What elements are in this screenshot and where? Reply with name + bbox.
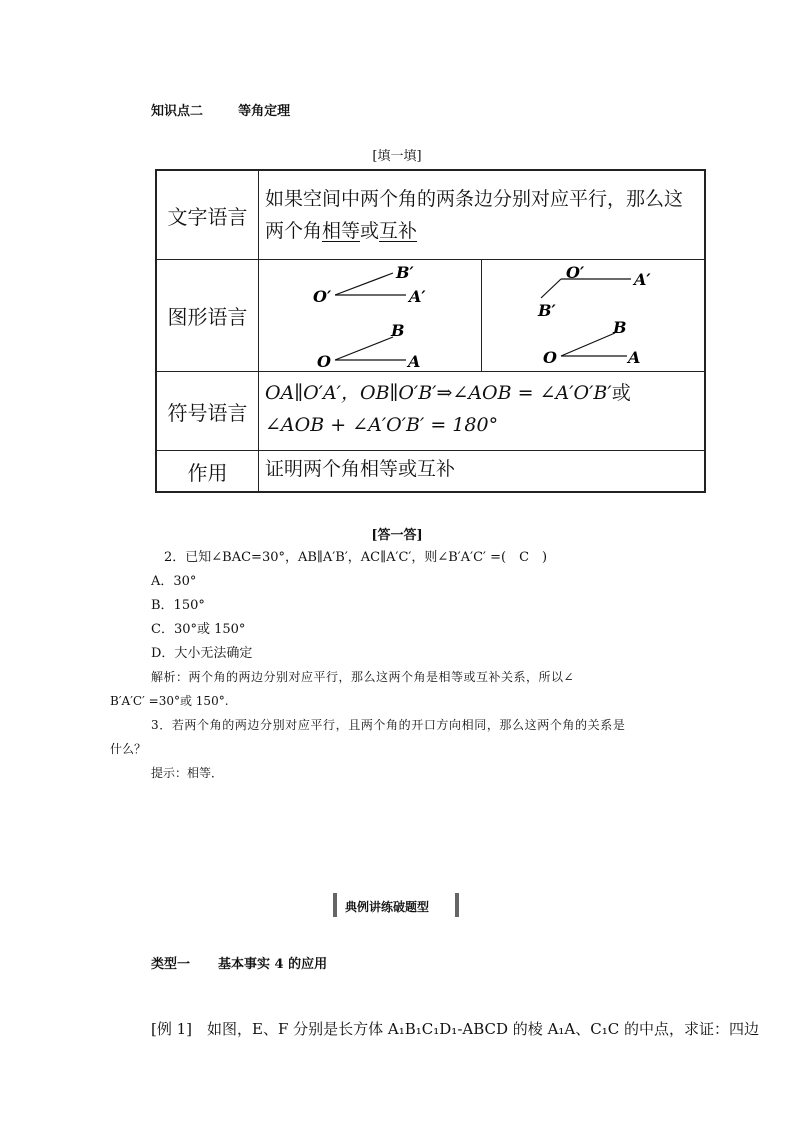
question-3-stem-1: 3．若两个角的两边分别对应平行，且两个角的开口方向相同，那么这两个角的关系是 — [151, 718, 626, 732]
blank-equal: 相等 — [322, 220, 361, 242]
label-a-right: A — [628, 348, 641, 367]
label-a: A — [408, 352, 421, 371]
option-a: A．30° — [151, 574, 197, 589]
label-b-right: B — [613, 318, 627, 337]
ray-o-b-right — [561, 333, 615, 356]
option-d: D．大小无法确定 — [151, 646, 253, 661]
label-o1: O′ — [313, 287, 332, 306]
symbol-or: 或 — [611, 382, 631, 404]
label-b1: B′ — [396, 263, 414, 282]
question-2-stem: 2．已知∠BAC=30°，AB∥A′B′，AC∥A′C′，则∠B′A′C′ =( C ) — [164, 550, 548, 565]
row-body: 证明两个角相等或互补 — [265, 458, 456, 480]
ray-o-b — [335, 337, 393, 360]
table-row — [157, 260, 704, 372]
ray-o1-b1 — [335, 273, 393, 295]
row-body — [259, 171, 704, 259]
blank-supplementary: 互补 — [379, 220, 418, 242]
figure-same-direction — [259, 260, 482, 371]
figure-right-svg — [482, 260, 704, 371]
section-heading — [151, 100, 290, 119]
banner-bar-right — [455, 893, 459, 917]
theorem-table — [155, 169, 706, 493]
fill-label: [填一填] — [372, 149, 422, 164]
label-o1-right: O′ — [566, 263, 585, 282]
banner-bar-left — [333, 893, 337, 917]
row-head: 文字语言 — [157, 171, 259, 259]
section-banner — [333, 893, 461, 919]
answer-label: [答一答] — [371, 528, 423, 543]
label-o: O — [317, 352, 331, 371]
analysis-line-2: B′A′C′ =30°或 150°. — [110, 694, 229, 708]
text-language: 如果空间中两个角的两条边分别对应平行，那么这两个角 — [265, 188, 684, 242]
label-a1: A′ — [409, 287, 426, 306]
row-head: 作用 — [157, 451, 259, 491]
section-label: 知识点二 — [151, 104, 204, 119]
table-row — [157, 171, 704, 260]
example-1: [例 1] 如图，E、F 分别是长方体 A₁B₁C₁D₁-ABCD 的棱 A₁A、C₁C 的中点，求证：四边 — [151, 1020, 759, 1038]
label-b1-right: B′ — [538, 301, 556, 320]
type-label: 类型一 — [151, 957, 191, 972]
analysis-line-1: 解析：两个角的两边分别对应平行，那么这两个角是相等或互补关系，所以∠ — [151, 670, 575, 684]
row-head: 符号语言 — [157, 372, 259, 450]
table-row — [157, 451, 704, 491]
type-heading — [151, 953, 327, 972]
row-head: 图形语言 — [157, 260, 259, 371]
ray-o1-b1-right — [541, 279, 561, 298]
label-o-right: O — [543, 348, 557, 367]
label-a1-right: A′ — [634, 270, 651, 289]
section-title: 等角定理 — [238, 104, 291, 119]
row-body — [259, 372, 704, 450]
figure-opposite-direction — [482, 260, 704, 371]
symbol-line-1: OA∥O′A′，OB∥O′B′⇒∠AOB = ∠A′O′B′ — [265, 382, 612, 404]
option-c: C．30°或 150° — [151, 622, 246, 637]
option-b: B．150° — [151, 598, 205, 613]
symbol-line-2: ∠AOB + ∠A′O′B′ = 180° — [265, 414, 499, 436]
table-row — [157, 372, 704, 451]
hint: 提示：相等． — [151, 766, 224, 780]
label-b: B — [391, 321, 405, 340]
banner-title: 典例讲练破题型 — [345, 900, 430, 914]
or-word: 或 — [360, 220, 380, 242]
figure-left-svg — [259, 260, 481, 371]
type-title: 基本事实 4 的应用 — [218, 957, 328, 972]
question-3-stem-2: 什么？ — [110, 742, 147, 756]
